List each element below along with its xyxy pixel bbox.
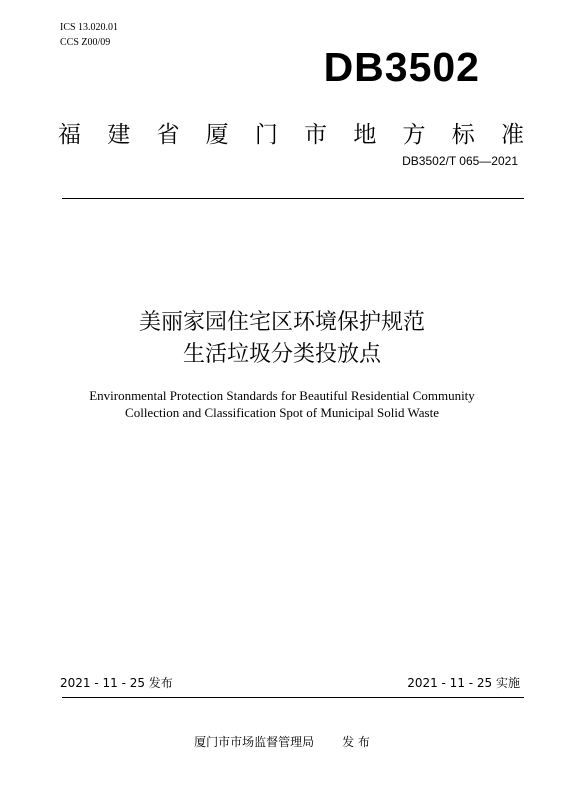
standard-type-char: 厦: [205, 122, 229, 148]
issuer-name: 厦门市市场监督管理局: [194, 735, 315, 749]
standard-type-char: 建: [107, 122, 131, 148]
ccs-code: CCS Z00/09: [60, 37, 111, 48]
bottom-divider: [62, 697, 524, 698]
standard-type-char: 门: [254, 122, 278, 148]
standard-type-heading: [58, 120, 524, 150]
standard-type-char: 标: [451, 122, 475, 148]
publish-date: 2021 - 11 - 25 发布: [60, 676, 173, 690]
standard-code-logo: DB3502: [323, 44, 480, 90]
standard-number: DB3502/T 065—2021: [402, 154, 518, 168]
implementation-date: 2021 - 11 - 25 实施: [407, 676, 520, 690]
standard-type-char: 方: [402, 122, 426, 148]
issuer-action: 发 布: [342, 735, 370, 749]
standard-type-char: 福: [58, 122, 81, 148]
title-english-line-1: Environmental Protection Standards for Beautiful Residential Community: [89, 388, 475, 403]
standard-type-char: 准: [500, 122, 524, 148]
standard-type-char: 省: [156, 122, 180, 148]
top-divider: [62, 198, 524, 199]
standard-type-char: 市: [304, 122, 328, 148]
ics-code: ICS 13.020.01: [60, 22, 119, 33]
title-chinese-line-1: 美丽家园住宅区环境保护规范: [138, 310, 425, 335]
standard-type-char: 地: [353, 122, 377, 148]
issuer-line: [0, 734, 564, 750]
title-english-line-2: Collection and Classification Spot of Municipal Solid Waste: [125, 405, 439, 420]
title-chinese-line-2: 生活垃圾分类投放点: [182, 342, 381, 367]
